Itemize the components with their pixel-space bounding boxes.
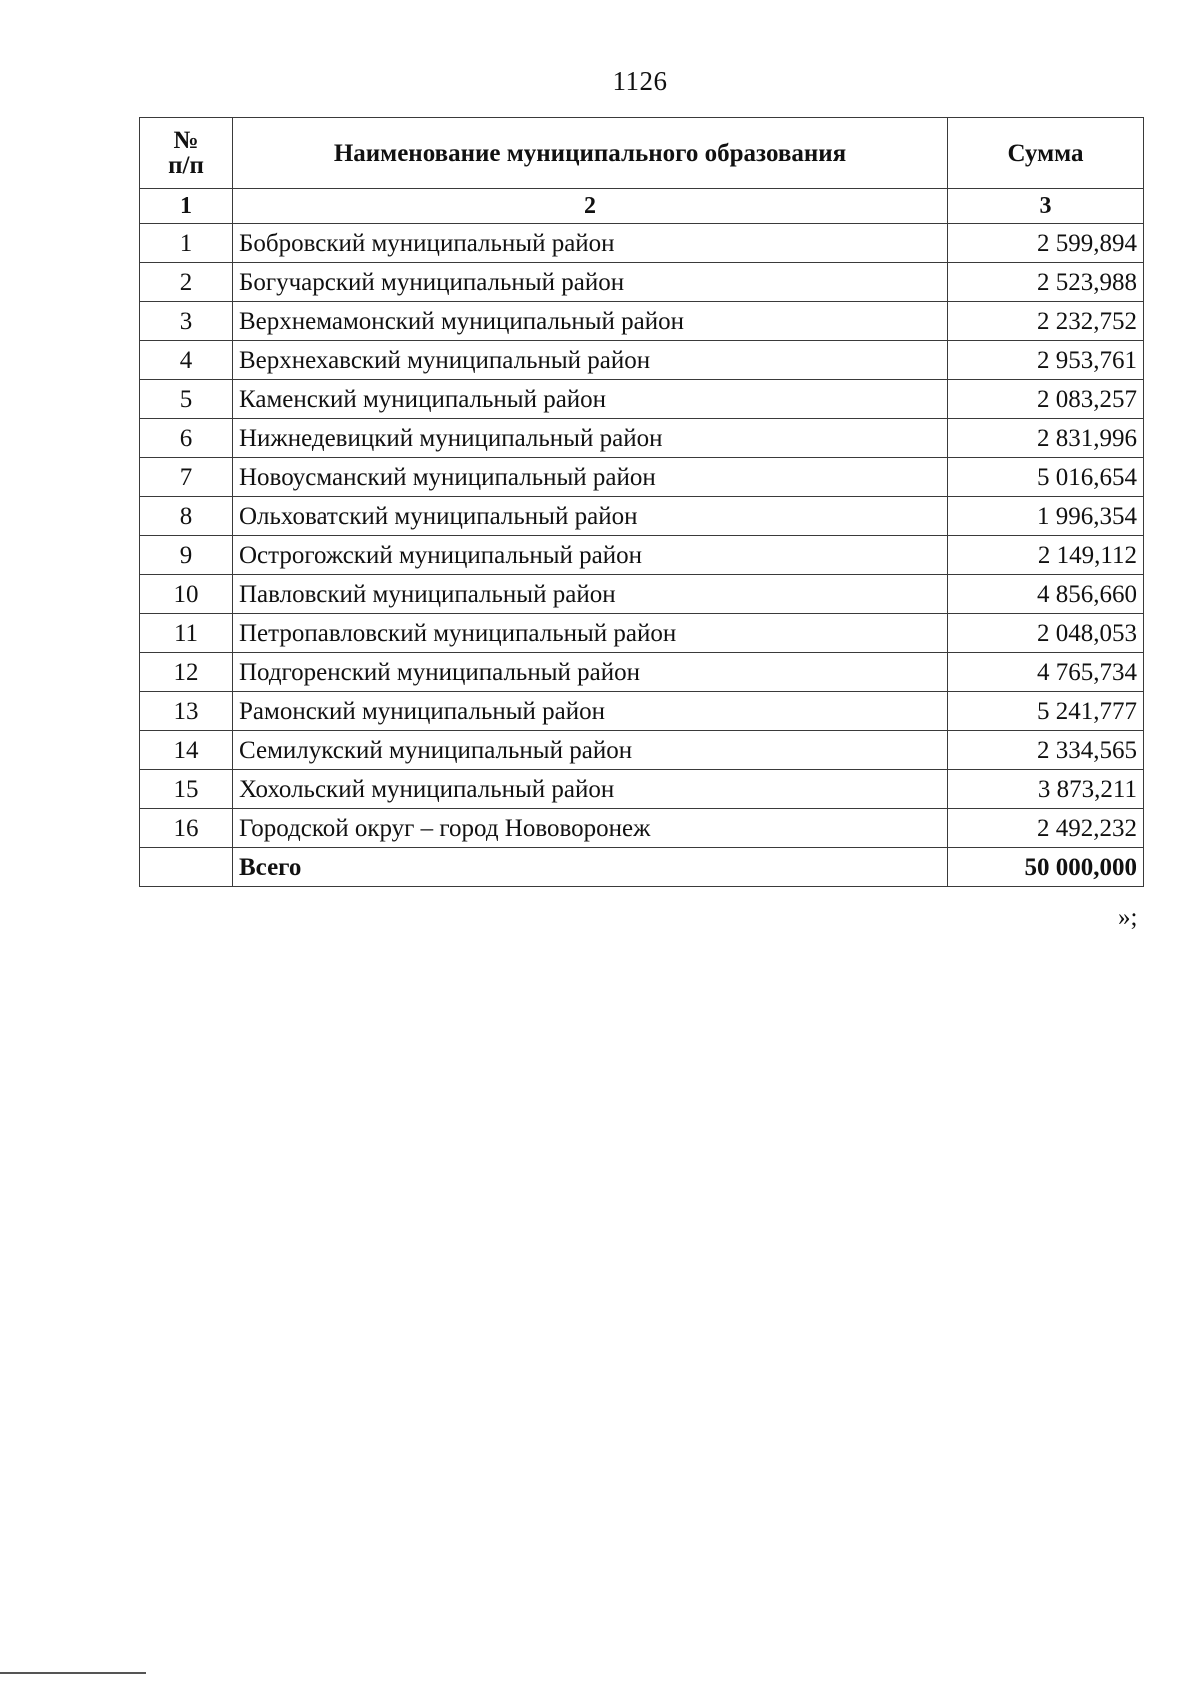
total-label: Всего — [233, 848, 948, 887]
row-name: Петропавловский муниципальный район — [233, 614, 948, 653]
table-header-row — [140, 118, 1144, 189]
table-row — [140, 419, 1144, 458]
footnote-rule — [0, 1672, 146, 1674]
distribution-table — [139, 117, 1144, 887]
row-sum: 2 599,894 — [948, 224, 1144, 263]
row-name: Новоусманский муниципальный район — [233, 458, 948, 497]
row-name: Городской округ – город Нововоронеж — [233, 809, 948, 848]
column-index-1: 1 — [140, 189, 233, 224]
table-row — [140, 809, 1144, 848]
table-row — [140, 380, 1144, 419]
row-sum: 1 996,354 — [948, 497, 1144, 536]
row-number: 11 — [140, 614, 233, 653]
row-number: 14 — [140, 731, 233, 770]
header-sum: Сумма — [948, 118, 1144, 189]
row-name: Верхнемамонский муниципальный район — [233, 302, 948, 341]
row-number: 3 — [140, 302, 233, 341]
row-name: Рамонский муниципальный район — [233, 692, 948, 731]
closing-quote-mark: »; — [1118, 904, 1138, 931]
total-row — [140, 848, 1144, 887]
table-row — [140, 770, 1144, 809]
table-row — [140, 341, 1144, 380]
row-number: 1 — [140, 224, 233, 263]
row-name: Павловский муниципальный район — [233, 575, 948, 614]
row-name: Семилукский муниципальный район — [233, 731, 948, 770]
table-row — [140, 731, 1144, 770]
row-number: 5 — [140, 380, 233, 419]
header-number — [140, 118, 233, 189]
table-row — [140, 302, 1144, 341]
header-number-line2: п/п — [168, 152, 204, 179]
row-sum: 2 149,112 — [948, 536, 1144, 575]
row-name: Богучарский муниципальный район — [233, 263, 948, 302]
row-number: 10 — [140, 575, 233, 614]
row-sum: 2 334,565 — [948, 731, 1144, 770]
row-name: Острогожский муниципальный район — [233, 536, 948, 575]
header-number-line1: № — [173, 127, 199, 154]
row-sum: 4 856,660 — [948, 575, 1144, 614]
row-number: 7 — [140, 458, 233, 497]
row-sum: 2 523,988 — [948, 263, 1144, 302]
table-row — [140, 497, 1144, 536]
row-sum: 2 048,053 — [948, 614, 1144, 653]
table-row — [140, 575, 1144, 614]
table-row — [140, 536, 1144, 575]
row-number: 6 — [140, 419, 233, 458]
row-name: Верхнехавский муниципальный район — [233, 341, 948, 380]
column-index-row — [140, 189, 1144, 224]
row-sum: 2 953,761 — [948, 341, 1144, 380]
row-sum: 5 241,777 — [948, 692, 1144, 731]
row-sum: 2 492,232 — [948, 809, 1144, 848]
row-name: Хохольский муниципальный район — [233, 770, 948, 809]
table-row — [140, 614, 1144, 653]
row-number: 2 — [140, 263, 233, 302]
page-number: 1126 — [612, 66, 668, 96]
column-index-3: 3 — [948, 189, 1144, 224]
row-number: 9 — [140, 536, 233, 575]
table-row — [140, 692, 1144, 731]
row-sum: 2 232,752 — [948, 302, 1144, 341]
row-sum: 3 873,211 — [948, 770, 1144, 809]
row-number: 16 — [140, 809, 233, 848]
row-name: Бобровский муниципальный район — [233, 224, 948, 263]
table-row — [140, 458, 1144, 497]
row-name: Каменский муниципальный район — [233, 380, 948, 419]
column-index-2: 2 — [233, 189, 948, 224]
table-row — [140, 653, 1144, 692]
table-row — [140, 224, 1144, 263]
row-number: 4 — [140, 341, 233, 380]
row-sum: 4 765,734 — [948, 653, 1144, 692]
row-number: 12 — [140, 653, 233, 692]
total-num — [140, 848, 233, 887]
total-sum: 50 000,000 — [948, 848, 1144, 887]
row-name: Подгоренский муниципальный район — [233, 653, 948, 692]
row-number: 8 — [140, 497, 233, 536]
row-number: 15 — [140, 770, 233, 809]
row-number: 13 — [140, 692, 233, 731]
row-name: Ольховатский муниципальный район — [233, 497, 948, 536]
row-name: Нижнедевицкий муниципальный район — [233, 419, 948, 458]
row-sum: 2 831,996 — [948, 419, 1144, 458]
row-sum: 5 016,654 — [948, 458, 1144, 497]
header-name: Наименование муниципального образования — [233, 118, 948, 189]
table-body — [140, 224, 1144, 848]
row-sum: 2 083,257 — [948, 380, 1144, 419]
table-row — [140, 263, 1144, 302]
